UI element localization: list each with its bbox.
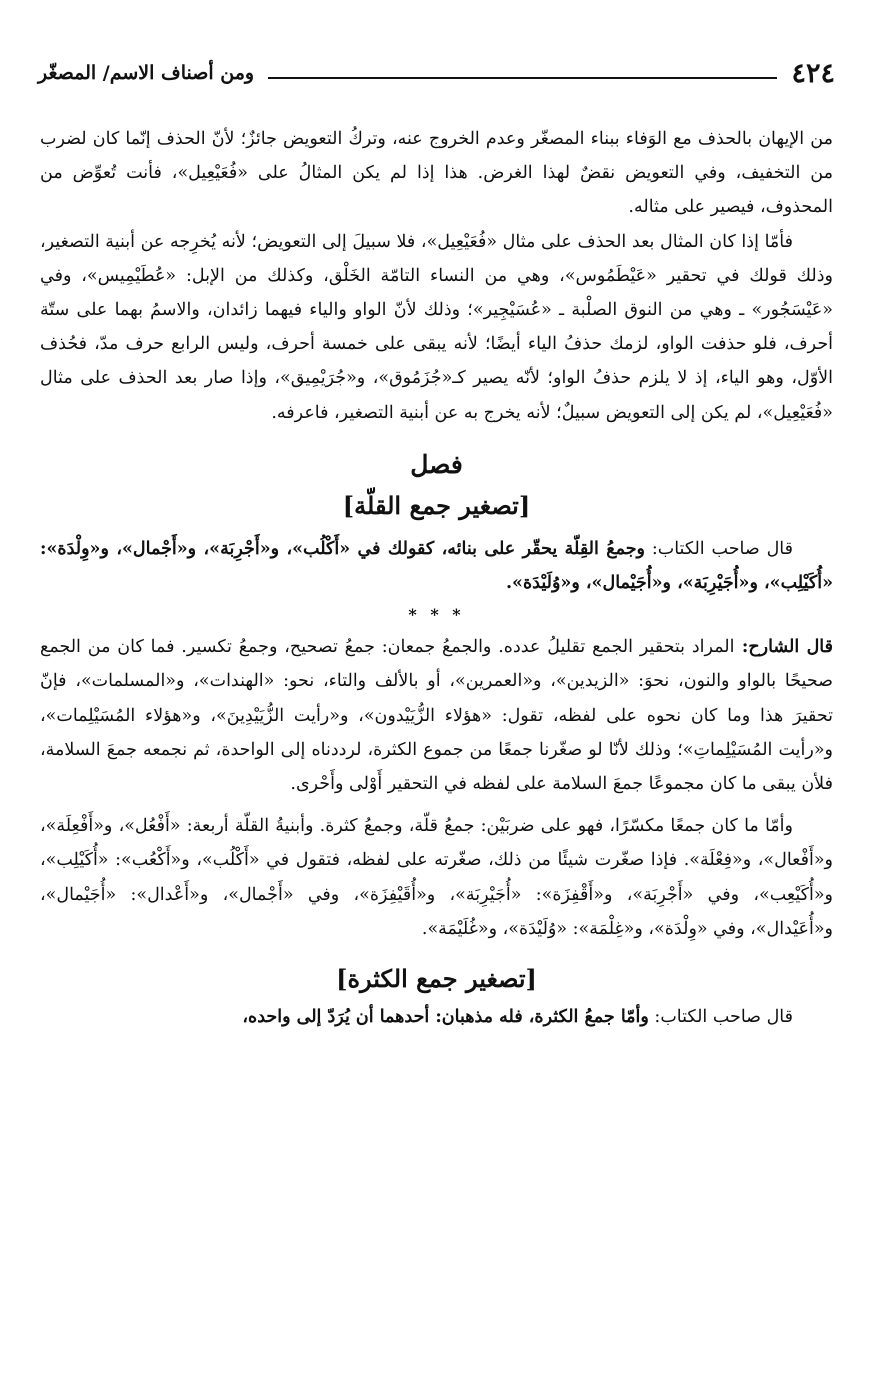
page-header [38, 58, 835, 88]
paragraph-compensation: فأمّا إذا كان المثال بعد الحذف على مثال «فُعَيْعِيل»، فلا سبيلَ إلى التعويض؛ لأنه يُخرِجه عن أبنية التصغير، وذلك قولك في تحقير «عَيْطَمُوس»، وهي من النساء التامّة الخَلْق، وكذلك من الإبل: «عُطَيْمِيس»، وفي «عَيْسَجُور» ـ وهي من النوق الصلْبة ـ «عُسَيْجِير»؛ وذلك لأنّ الواو والياء فيهما زائدان، والاسمُ بهما على ستّة أحرف، فلو حذفت الواو، لزمك حذفُ الياء أيضًا؛ لأنه يبقى على خمسة أحرف، وليس الرابع حرف مدّ، فحُذف الأوّل، وهو الياء، إذ لا يلزم حذفُ الواو؛ لأنّه يصير كـ«جُزَمُوق»، و«جُرَيْمِيق»، وإذا صار بعد الحذف على مثال «فُعَيْعِيل»، لم يكن إلى التعويض سبيلٌ؛ لأنه يخرج به عن أبنية التصغير، فاعرفه. [40, 231, 833, 423]
section-title-qilla: [تصغير جمع القلّة] [342, 490, 531, 520]
matn-intro-2: قال صاحب الكتاب: [648, 1007, 793, 1028]
running-title: ومن أصناف الاسم/ المصغّر [38, 62, 255, 84]
matn-paragraph-qilla [40, 532, 833, 600]
sharh-label: قال الشارح: [734, 637, 833, 658]
matn-paragraph-kathra [40, 1000, 833, 1034]
separator-stars: * * * [408, 605, 465, 625]
header-rule [268, 77, 777, 79]
paragraph-continuation: من الإيهان بالحذف مع الوَفاء ببناء المصغّر وعدم الخروج عنه، وتركُ التعويض جائزٌ؛ لأنّ الحذف إنّما كان لضرب من التخفيف، وفي التعويض نقضٌ لهذا الغرض. هذا إذا لم يكن المثالُ على «فُعَيْعِيل»، فأنت تُعوِّض من المحذوف، فيصير على مثاله. [40, 129, 833, 218]
sharh-text: المراد بتحقير الجمع تقليلُ عدده. والجمعُ جمعان: جمعُ تصحيح، وجمعُ تكسير. فما كان من الجمع صحيحًا بالواو والنون، نحوَ: «الزيدين»، و«العمرين»، أو بالألف والتاء، نحو: «الهندات»، و«المسلمات»، فإنّ تحقيرَ هذا وما كان نحوه على لفظه، تقول: «هؤلاء الزُّيَيْدون»، و«رأيت الزُّيَيْدِينَ»، و«هؤلاء المُسَيْلِمات»، و«رأيت المُسَيْلِماتِ»؛ وذلك لأنّا لو صغّرنا جمعًا من جموع الكثرة، لرددناه إلى الواحدة، ثم نجمعه جمعَ السلامة، فلأن يبقى ما كان مجموعًا جمعَ السلامة على لفظه في التحقير أَوْلى وأَحْرى. [40, 637, 833, 795]
matn-text: وجمعُ القِلّة يحقّر على بنائه، كقولك في «أَكْلُب»، و«أَجْرِبَة»، و«أَجْمال»، و«وِلْدَة»: «أُكَيْلِب»، و«أُجَيْرِبَة»، و«أُجَيْمال»، و«وُلَيْدَة». [40, 538, 833, 594]
section-title-kathra: [تصغير جمع الكثرة] [336, 964, 537, 994]
paragraph-broken-plurals: وأمّا ما كان جمعًا مكسّرًا، فهو على ضربَيْن: جمعُ قلّة، وجمعُ كثرة. وأبنيةُ القلّة أربعة: «أَفْعُل»، و«أَفْعِلَة»، و«أَفْعال»، و«فِعْلَة». فإذا صغّرت شيئًا من ذلك، صغّرته على لفظه، فتقول في «أَكْلُب»، و«أَكْعُب»: «أُكَيْلِب»، و«أُكَيْعِب»، وفي «أَجْرِبَة»، و«أَقْفِزَة»: «أُجَيْرِبَة»، و«أُقَيْفِزَة»، وفي «أَجْمال»، و«أَعْدال»: «أُجَيْمال»، و«أُعَيْدال»، وفي «وِلْدَة»، و«غِلْمَة»: «وُلَيْدَة»، و«غُلَيْمَة». [40, 816, 833, 939]
matn-intro: قال صاحب الكتاب: [644, 538, 793, 559]
page-body [40, 122, 833, 1034]
sharh-paragraph [40, 630, 833, 801]
section-fasl-heading: فصل [410, 449, 463, 479]
matn-text-2: وأمّا جمعُ الكثرة، فله مذهبان: أحدهما أن يُرَدّ إلى واحده، [242, 1007, 649, 1028]
page-number: ٤٢٤ [791, 57, 835, 89]
